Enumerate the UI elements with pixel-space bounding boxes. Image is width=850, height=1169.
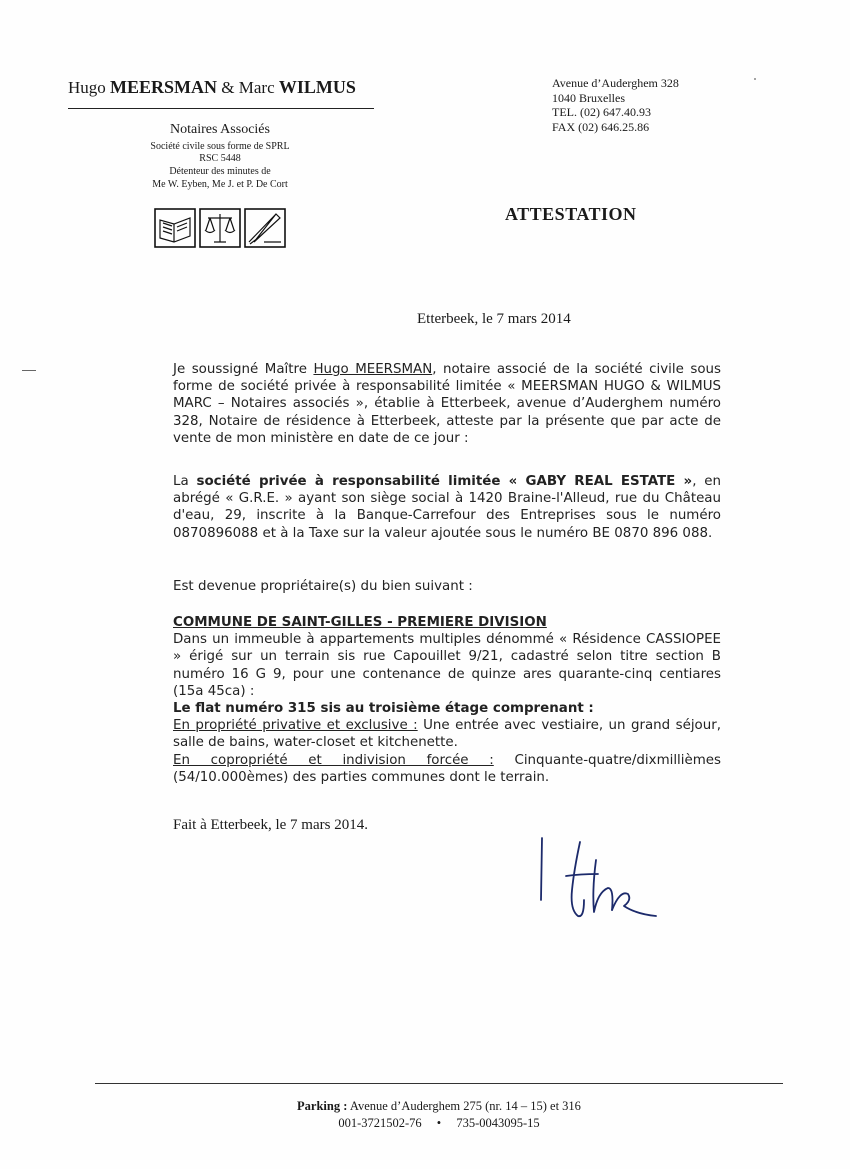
parking-label: Parking : bbox=[297, 1099, 348, 1113]
name-joiner: & Marc bbox=[217, 78, 279, 97]
footer-rule bbox=[95, 1083, 783, 1084]
account-separator: • bbox=[436, 1116, 442, 1130]
notary-names bbox=[68, 77, 356, 98]
ownership-statement: Est devenue propriétaire(s) du bien suivant : bbox=[173, 579, 473, 594]
private-text: Une entrée avec vestiaire, un grand séjour, salle de bains, water-closet et kitchenette. bbox=[173, 718, 721, 751]
private-label: En propriété privative et exclusive : bbox=[173, 718, 418, 734]
notary-logo bbox=[154, 208, 286, 248]
address-phone: TEL. (02) 647.40.93 bbox=[552, 105, 651, 119]
closing-line: Fait à Etterbeek, le 7 mars 2014. bbox=[173, 817, 368, 833]
buyer-company: société privée à responsabilité limitée « GABY REAL ESTATE » bbox=[196, 474, 693, 489]
surname-wilmus: WILMUS bbox=[278, 77, 356, 97]
address-fax: FAX (02) 646.25.86 bbox=[552, 119, 650, 134]
first-name-hugo: Hugo bbox=[68, 78, 111, 97]
address-city: 1040 Bruxelles bbox=[552, 90, 625, 105]
firm-legal-form: Société civile sous forme de SPRL bbox=[150, 141, 290, 152]
bank-account-1: 001-3721502-76 bbox=[338, 1116, 422, 1130]
firm-name: Notaires Associés bbox=[170, 122, 270, 137]
notary-name-underlined: Hugo MEERSMAN bbox=[313, 362, 433, 377]
buyer-details: , en abrégé « G.R.E. » ayant son siège social à 1420 Braine-l'Alleud, rue du Château d'eau, 29, inscrite à la Banque-Carrefour des Entreprises sous le numéro 0870896088 et à la Taxe sur la valeur ajoutée sous le numéro BE 0870 896 088. bbox=[173, 474, 721, 541]
coownership-text: Cinquante-quatre/dixmillièmes (54/10.000èmes) des parties communes dont le terrain. bbox=[173, 752, 721, 785]
commune-heading: COMMUNE DE SAINT-GILLES - PREMIERE DIVISION bbox=[173, 615, 547, 630]
intro-lead: Je soussigné Maître bbox=[173, 362, 314, 377]
place-date: Etterbeek, le 7 mars 2014 bbox=[417, 311, 571, 327]
flat-heading: Le flat numéro 315 sis au troisième étage comprenant : bbox=[173, 701, 594, 717]
buyer-paragraph bbox=[173, 473, 721, 542]
firm-rsc: RSC 5448 bbox=[199, 153, 241, 164]
scan-speck bbox=[754, 78, 756, 80]
intro-text: , notaire associé de la société civile sous forme de société privée à responsabilité limitée « MEERSMAN HUGO & WILMUS MARC – Notaires associés », établie à Etterbeek, avenue d’Auderghem numéro 328, Notaire de résidence à Etterbeek, atteste par la présente que par acte de vente de mon ministère en date de ce jour : bbox=[173, 362, 721, 446]
firm-minutes-holder: Détenteur des minutes de bbox=[169, 166, 271, 177]
office-address bbox=[552, 76, 679, 134]
coownership-label: En copropriété et indivision forcée : bbox=[173, 752, 494, 768]
intro-paragraph bbox=[173, 361, 721, 447]
firm-predecessors: Me W. Eyben, Me J. et P. De Cort bbox=[152, 179, 288, 190]
header-rule bbox=[68, 108, 374, 109]
footer-accounts bbox=[95, 1116, 783, 1131]
buyer-lead: La bbox=[173, 474, 197, 489]
parking-address: Avenue d’Auderghem 275 (nr. 14 – 15) et 316 bbox=[347, 1099, 581, 1113]
footer-parking bbox=[95, 1099, 783, 1114]
property-block bbox=[173, 614, 721, 786]
bank-account-2: 735-0043095-15 bbox=[456, 1116, 540, 1130]
surname-meersman: MEERSMAN bbox=[110, 77, 218, 97]
margin-mark bbox=[22, 370, 36, 371]
document-title: ATTESTATION bbox=[505, 204, 637, 224]
address-street: Avenue d’Auderghem 328 bbox=[552, 76, 679, 90]
signature bbox=[528, 830, 668, 930]
building-description: Dans un immeuble à appartements multiples dénommé « Résidence CASSIOPEE » érigé sur un terrain sis rue Capouillet 9/21, cadastré selon titre section B numéro 16 G 9, pour une contenance de quinze ares quarante-cinq centiares (15a 45ca) : bbox=[173, 632, 721, 699]
